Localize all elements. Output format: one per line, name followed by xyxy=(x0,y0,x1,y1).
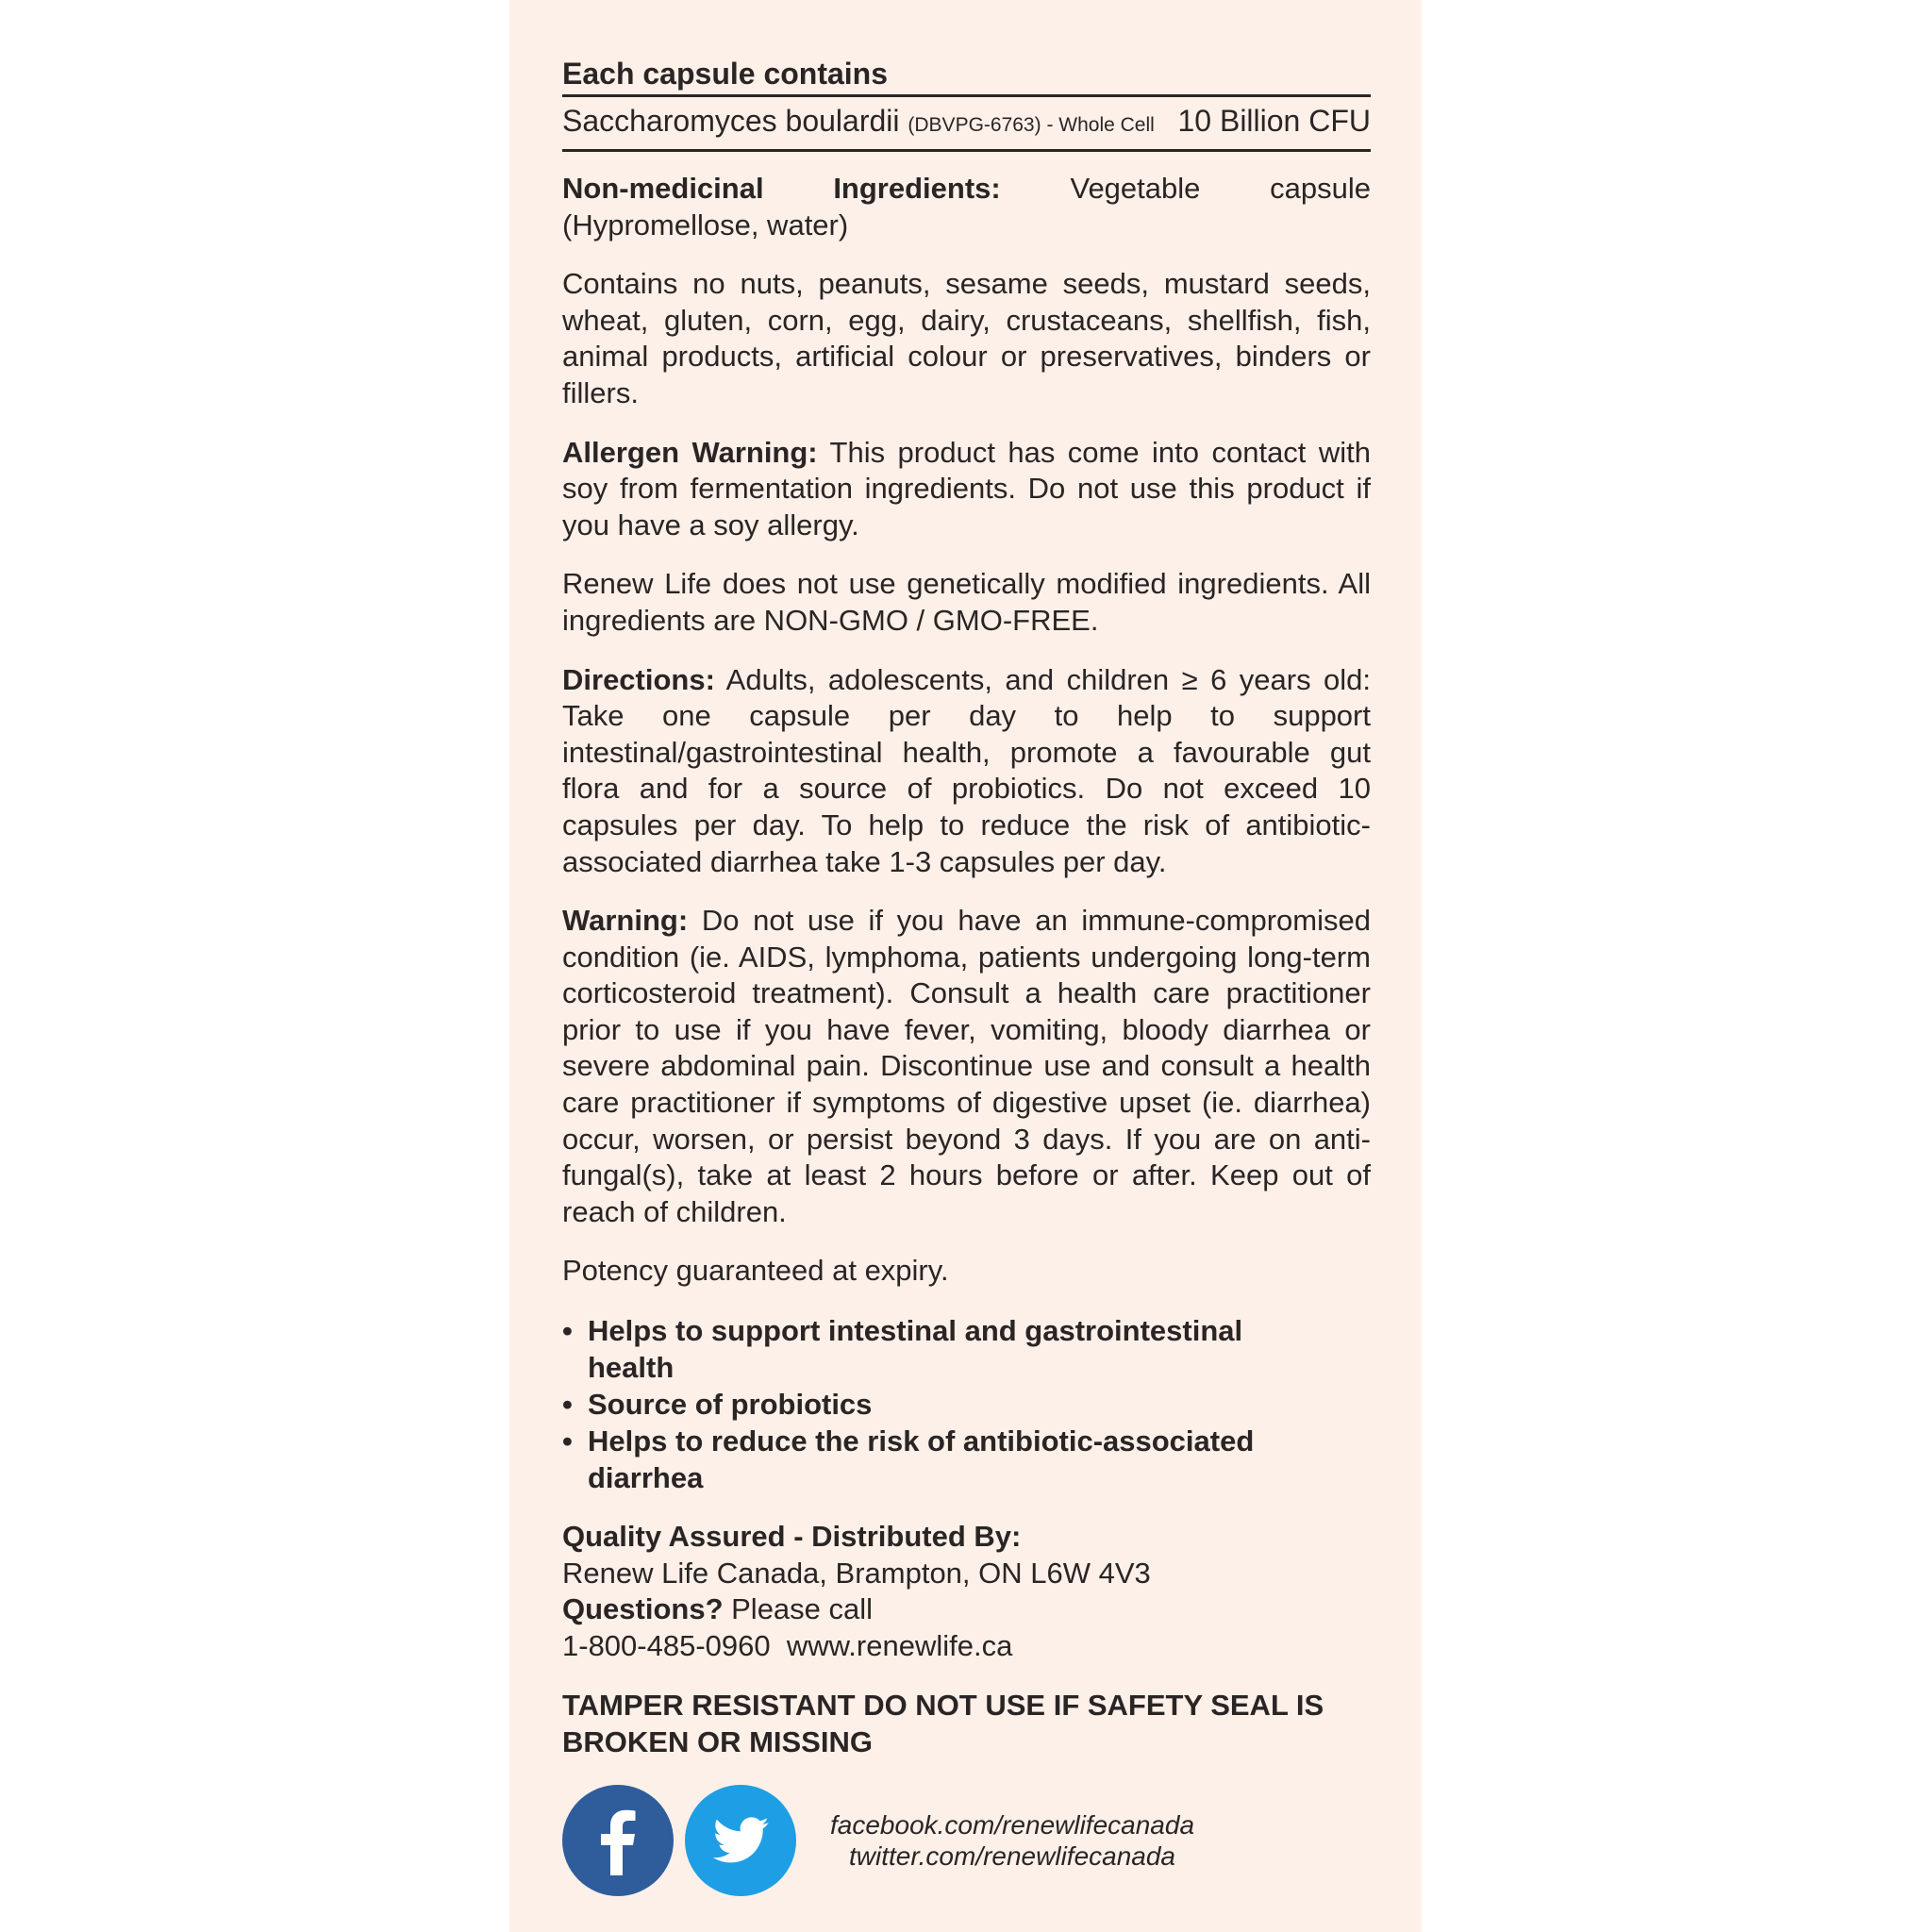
active-ingredient-amount: 10 Billion CFU xyxy=(1177,104,1371,138)
facebook-url[interactable]: facebook.com/renewlifecanada xyxy=(830,1810,1195,1840)
phone-number: 1-800-485-0960 xyxy=(562,1628,771,1662)
tamper-warning: TAMPER RESISTANT DO NOT USE IF SAFETY SEAL IS BROKEN OR MISSING xyxy=(562,1689,1324,1759)
directions-title: Directions: xyxy=(562,662,715,696)
warning-text: Do not use if you have an immune-compromised condition (ie. AIDS, lymphoma, patients undergoing long-term corticosteroid treatment). Consult a health care practitioner prior to use if you have fever, vomiting, bloody diarrhea or severe abdominal pain. Discontinue use and consult a health care practitioner if symptoms of digestive upset (ie. diarrhea) occur, worsen, or persist beyond 3 days. If you are on anti-fungal(s), take at least 2 hours before or after. Keep out of reach of children. xyxy=(562,904,1371,1228)
contents-heading: Each capsule contains xyxy=(562,57,889,91)
free-from-statement: Contains no nuts, peanuts, sesame seeds, mustard seeds, wheat, gluten, corn, egg, dairy, crustaceans, shellfish, fish, animal products, artificial colour or preservatives, binders or fillers. xyxy=(562,267,1371,409)
distributor-address: Renew Life Canada, Brampton, ON L6W 4V3 xyxy=(562,1556,1151,1590)
directions-text: Adults, adolescents, and children ≥ 6 years old: Take one capsule per day to help to support intestinal/gastrointestinal health, promote a favourable gut flora and for a source of probiotics. Do not exceed 10 capsules per day. To help to reduce the risk of antibiotic-associated diarrhea take 1-3 capsules per day. xyxy=(562,662,1371,878)
website-link[interactable]: www.renewlife.ca xyxy=(786,1628,1013,1662)
facebook-icon[interactable] xyxy=(562,1785,674,1896)
strain-name: Saccharomyces boulardii xyxy=(562,104,900,138)
distributor-title: Quality Assured - Distributed By: xyxy=(562,1520,1022,1554)
distributor-block xyxy=(562,1519,1371,1664)
bullet-dot: • xyxy=(562,1314,573,1348)
bullet-dot: • xyxy=(562,1424,573,1458)
twitter-bird-icon[interactable] xyxy=(685,1785,796,1896)
social-urls xyxy=(830,1809,1194,1872)
twitter-url[interactable]: twitter.com/renewlifecanada xyxy=(849,1841,1176,1871)
list-item xyxy=(562,1386,1371,1423)
bullet-dot: • xyxy=(562,1388,573,1422)
claim-text: Helps to reduce the risk of antibiotic-associated diarrhea xyxy=(588,1424,1255,1495)
directions xyxy=(562,662,1371,881)
social-links-row xyxy=(562,1785,1194,1896)
warning-title: Warning: xyxy=(562,904,689,938)
allergen-warning xyxy=(562,435,1371,544)
claim-text: Helps to support intestinal and gastrointestinal health xyxy=(588,1314,1243,1385)
active-ingredient-name xyxy=(562,101,1155,145)
non-medicinal-text: Vegetable capsule (Hypromellose, water) xyxy=(562,172,1371,242)
questions-text: Please call xyxy=(723,1592,874,1626)
warning xyxy=(562,903,1371,1230)
questions-title: Questions? xyxy=(562,1592,724,1626)
list-item xyxy=(562,1312,1371,1386)
list-item xyxy=(562,1423,1371,1496)
facebook-f-glyph xyxy=(562,1785,674,1896)
claims-list xyxy=(562,1312,1371,1496)
gmo-statement: Renew Life does not use genetically modified ingredients. All ingredients are NON-GMO / GMO-FREE. xyxy=(562,567,1371,637)
potency-statement: Potency guaranteed at expiry. xyxy=(562,1254,949,1288)
twitter-bird-glyph xyxy=(685,1785,796,1896)
active-ingredient-row xyxy=(562,94,1371,152)
claim-text: Source of probiotics xyxy=(588,1388,873,1422)
allergen-text: This product has come into contact with soy from fermentation ingredients. Do not use this product if you have a soy allergy. xyxy=(562,435,1371,541)
label-panel xyxy=(509,0,1422,1932)
allergen-title: Allergen Warning: xyxy=(562,435,818,469)
strain-detail: (DBVPG-6763) - Whole Cell xyxy=(908,114,1155,136)
non-medicinal-title: Non-medicinal Ingredients: xyxy=(562,172,1001,205)
non-medicinal-ingredients xyxy=(562,171,1371,243)
